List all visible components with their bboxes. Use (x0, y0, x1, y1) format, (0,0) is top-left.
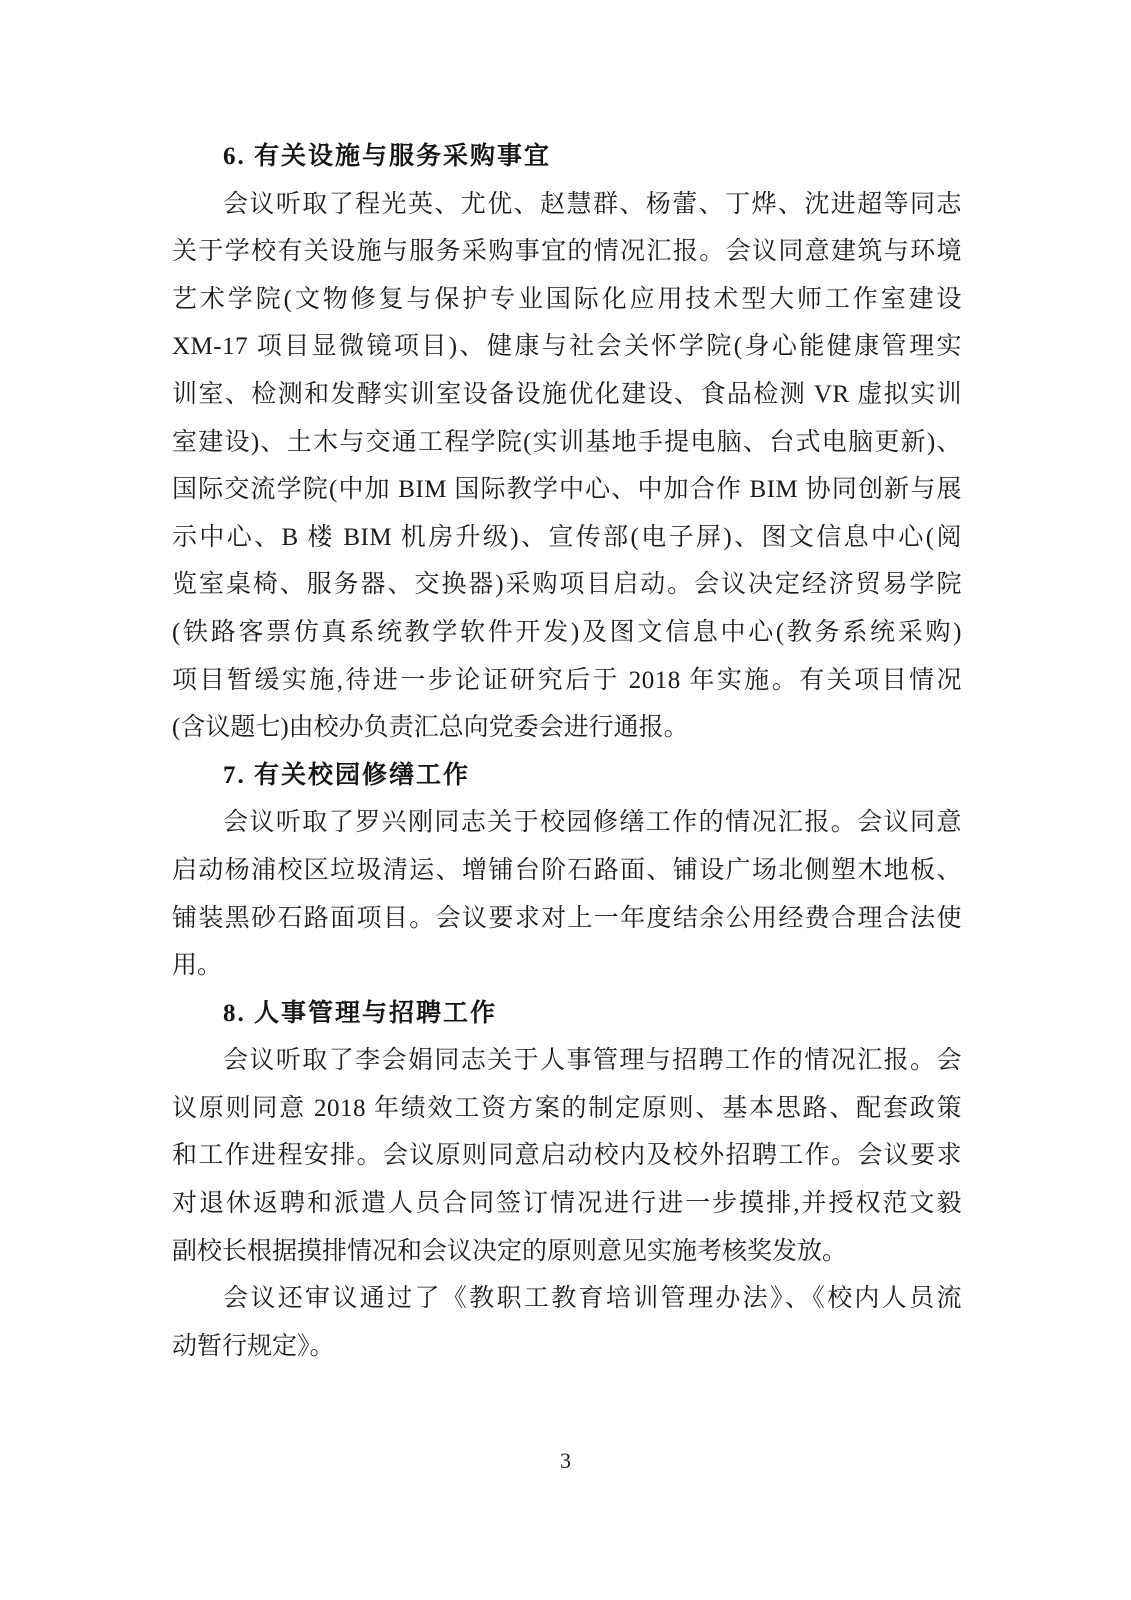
text-line: (铁路客票仿真系统教学软件开发)及图文信息中心(教务系统采购) (172, 618, 962, 646)
text-line: 对退休返聘和派遣人员合同签订情况进行进一步摸排,并授权范文毅 (172, 1190, 962, 1218)
text-line: 示中心、B 楼 BIM 机房升级)、宣传部(电子屏)、图文信息中心(阅 (172, 523, 962, 551)
text-line: 和工作进程安排。会议原则同意启动校内及校外招聘工作。会议要求 (172, 1142, 962, 1170)
text-line: 铺装黑砂石路面项目。会议要求对上一年度结余公用经费合理合法使 (172, 904, 962, 932)
text-line: 用。 (172, 952, 223, 980)
text-line: 会议听取了李会娟同志关于人事管理与招聘工作的情况汇报。会 (223, 1047, 962, 1075)
text-line: 览室桌椅、服务器、交换器)采购项目启动。会议决定经济贸易学院 (172, 571, 962, 599)
section-8-heading: 8. 人事管理与招聘工作 (223, 999, 498, 1027)
section-7-heading: 7. 有关校园修缮工作 (223, 761, 471, 789)
text-line: 副校长根据摸排情况和会议决定的原则意见实施考核奖发放。 (172, 1237, 848, 1265)
text-line: 艺术学院(文物修复与保护专业国际化应用技术型大师工作室建设 (172, 285, 962, 313)
text-line: 关于学校有关设施与服务采购事宜的情况汇报。会议同意建筑与环境 (172, 238, 962, 266)
text-line: 国际交流学院(中加 BIM 国际教学中心、中加合作 BIM 协同创新与展 (172, 476, 962, 504)
text-line: 启动杨浦校区垃圾清运、增铺台阶石路面、铺设广场北侧塑木地板、 (172, 856, 962, 884)
text-line: 议原则同意 2018 年绩效工资方案的制定原则、基本思路、配套政策 (172, 1094, 962, 1122)
text-line: 项目暂缓实施,待进一步论证研究后于 2018 年实施。有关项目情况 (172, 666, 962, 694)
text-line: 会议还审议通过了《教职工教育培训管理办法》、《校内人员流 (223, 1285, 962, 1313)
text-line: 室建设)、土木与交通工程学院(实训基地手提电脑、台式电脑更新)、 (172, 428, 962, 456)
page-number: 3 (560, 1448, 571, 1473)
section-6-heading: 6. 有关设施与服务采购事宜 (223, 143, 552, 170)
text-line: 动暂行规定》。 (172, 1332, 335, 1360)
text-line: 训室、检测和发酵实训室设备设施优化建设、食品检测 VR 虚拟实训 (172, 380, 962, 408)
text-line: (含议题七)由校办负责汇总向党委会进行通报。 (172, 714, 689, 742)
document-body (172, 133, 962, 1370)
text-line: 会议听取了罗兴刚同志关于校园修缮工作的情况汇报。会议同意 (223, 809, 962, 837)
text-line: 会议听取了程光英、尤优、赵慧群、杨蕾、丁烨、沈进超等同志 (223, 190, 962, 218)
text-line: XM-17 项目显微镜项目)、健康与社会关怀学院(身心能健康管理实 (172, 333, 962, 361)
